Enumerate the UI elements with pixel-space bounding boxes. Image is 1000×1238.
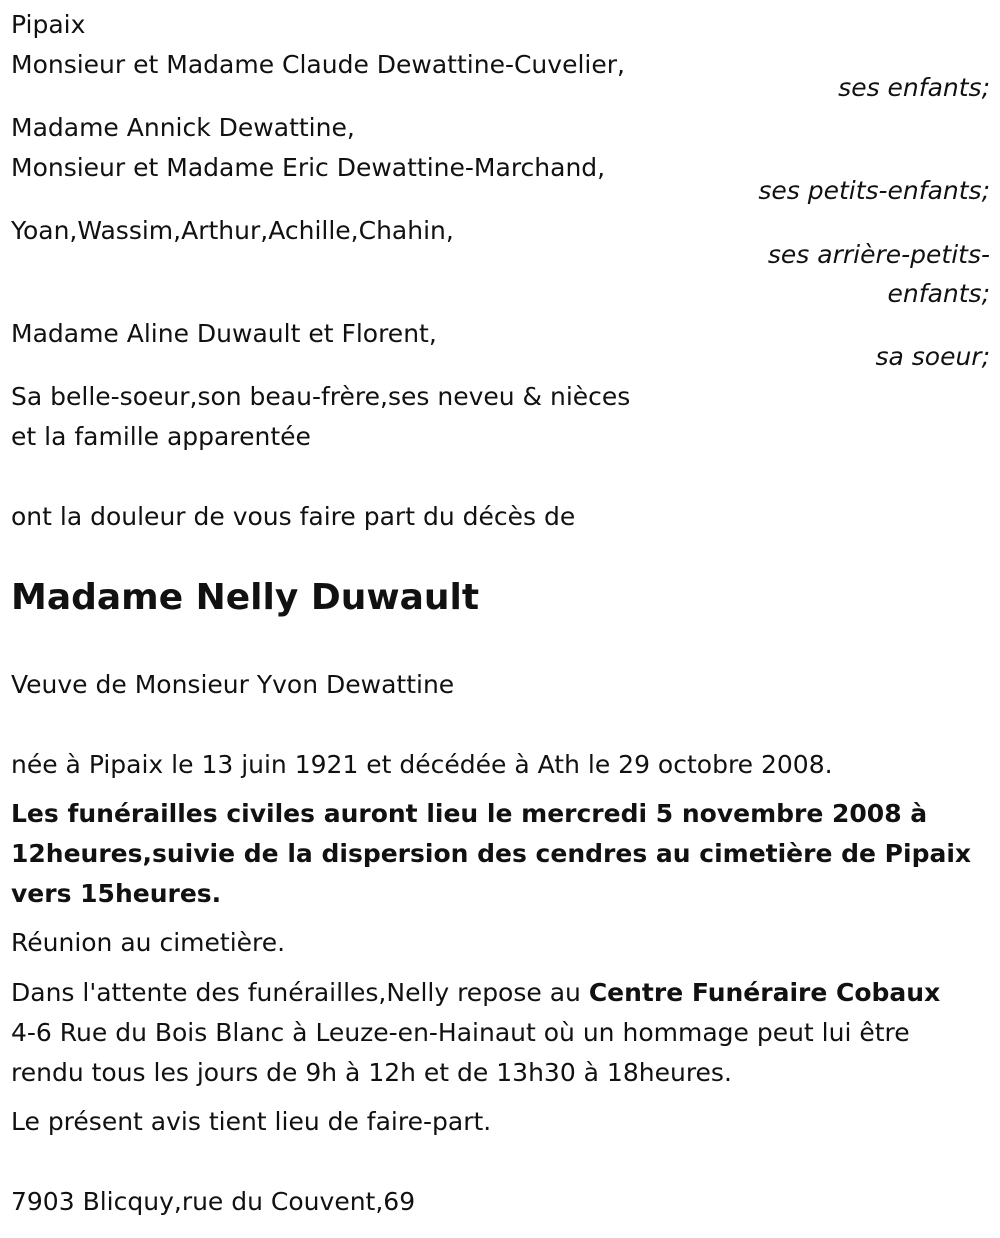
place-line: Pipaix xyxy=(11,10,86,39)
birth-death: née à Pipaix le 13 juin 1921 et décédée à Ath le 29 octobre 2008. xyxy=(11,750,833,779)
sister-line: Madame Aline Duwault et Florent, xyxy=(11,319,437,348)
others-line-1: Sa belle-soeur,son beau-frère,ses neveu & nièces xyxy=(11,382,631,411)
grandchild-line-2: Monsieur et Madame Eric Dewattine-Marchand, xyxy=(11,153,606,182)
great-grandchildren-line: Yoan,Wassim,Arthur,Achille,Chahin, xyxy=(11,216,454,245)
address-line: 7903 Blicquy,rue du Couvent,69 xyxy=(11,1187,416,1216)
funeral-line-2: 12heures,suivie de la dispersion des cendres au cimetière de Pipaix xyxy=(11,839,972,868)
funeral-home-name: Centre Funéraire Cobaux xyxy=(588,978,941,1007)
sister-relation: sa soeur; xyxy=(875,342,990,371)
notice-line: Le présent avis tient lieu de faire-part. xyxy=(11,1107,492,1136)
others-line-2: et la famille apparentée xyxy=(11,422,311,451)
children-line: Monsieur et Madame Claude Dewattine-Cuvelier, xyxy=(11,50,625,79)
great-grandchildren-relation-2: enfants; xyxy=(887,279,990,308)
reunion-line: Réunion au cimetière. xyxy=(11,928,286,957)
announcement: ont la douleur de vous faire part du décès de xyxy=(11,502,576,531)
children-relation: ses enfants; xyxy=(838,73,990,102)
rest-prefix: Dans l'attente des funérailles,Nelly repose au xyxy=(11,978,589,1007)
rest-line-1 xyxy=(11,973,940,1013)
grandchild-line-1: Madame Annick Dewattine, xyxy=(11,113,355,142)
funeral-line-3: vers 15heures. xyxy=(11,879,222,908)
great-grandchildren-relation-1: ses arrière-petits- xyxy=(767,240,990,269)
rest-line-2: 4-6 Rue du Bois Blanc à Leuze-en-Hainaut où un hommage peut lui être xyxy=(11,1018,910,1047)
funeral-line-1: Les funérailles civiles auront lieu le mercredi 5 novembre 2008 à xyxy=(11,799,928,828)
grandchildren-relation: ses petits-enfants; xyxy=(758,176,990,205)
widow-of: Veuve de Monsieur Yvon Dewattine xyxy=(11,670,455,699)
deceased-name: Madame Nelly Duwault xyxy=(11,577,480,618)
rest-line-3: rendu tous les jours de 9h à 12h et de 13h30 à 18heures. xyxy=(11,1058,732,1087)
